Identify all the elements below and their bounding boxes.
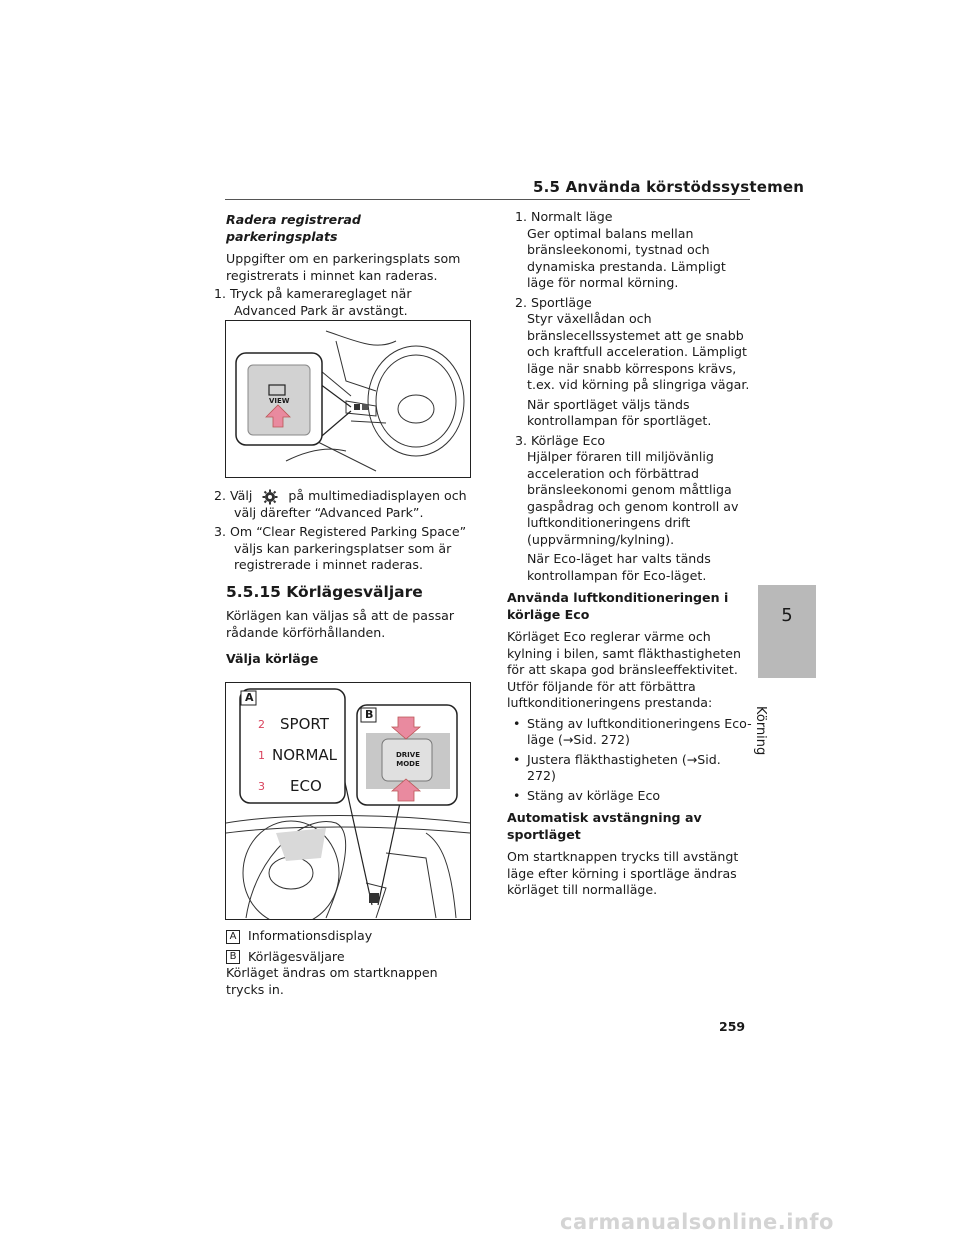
step-2 <box>214 488 476 521</box>
legend-tag-b: B <box>226 950 240 964</box>
section-intro: Körlägen kan väljas så att de passar rådande körförhållanden. <box>226 608 455 640</box>
mode-number: 2 <box>258 718 265 731</box>
choose-mode-heading: Välja körläge <box>226 651 319 666</box>
auto-off-desc: Om startknappen trycks till avstängt läge efter körning i sportläge ändras körläget till normalläge. <box>507 849 739 897</box>
auto-off-heading: Automatisk avstängning av sportläget <box>507 810 702 842</box>
gear-icon <box>262 489 278 505</box>
section-header: 5.5 Använda körstödssystemen <box>533 178 805 196</box>
list-item: • Stäng av körläge Eco <box>513 787 661 803</box>
drive-mode-line2: MODE <box>396 760 420 768</box>
ac-bullets <box>507 716 752 805</box>
figure-tag-a: A <box>245 691 254 704</box>
page-number: 259 <box>719 1019 746 1034</box>
legend-b-text: Körlägesväljare <box>248 948 345 964</box>
section-title: 5.5.15 Körlägesväljare <box>226 582 423 601</box>
mode-number: 3 <box>258 780 265 793</box>
mode-1-title: 1. Normalt läge <box>515 209 613 224</box>
step-2-pre: 2. Välj <box>214 488 253 503</box>
legend-tag-a: A <box>226 930 240 944</box>
mode-2-note: När sportläget väljs tänds kontrollampan för sportläget. <box>527 396 712 428</box>
legend-b <box>226 949 476 966</box>
mode-number: 1 <box>258 749 265 762</box>
legend-b-desc: Körläget ändras om startknappen trycks in. <box>226 965 438 997</box>
ac-heading: Använda luftkonditioneringen i körläge Eco <box>507 590 729 622</box>
mode-row-eco <box>256 779 344 810</box>
chapter-number: 5 <box>781 605 793 626</box>
left-column-top <box>214 212 476 319</box>
step-3: 3. Om “Clear Registered Parking Space” väljs kan parkeringsplatser som är registrerade i minnet raderas. <box>214 524 467 572</box>
camera-switch-figure <box>225 320 471 478</box>
step-2-post: på multimediadisplayen och välj därefter “Advanced Park”. <box>234 488 467 520</box>
list-item: • Stäng av luftkonditioneringens Eco-läge (→Sid. 272) <box>513 715 752 747</box>
mode-2-desc: Styr växellådan och bränslecellssystemet att ge snabb och kraftfull acceleration. Lämpligt läge när snabb körrespons krävs, t.ex. vid körning på slingriga vägar. <box>527 311 750 392</box>
drive-mode-figure <box>225 682 471 920</box>
list-item: • Justera fläkthastigheten (→Sid. 272) <box>513 751 721 783</box>
chapter-name-wrap <box>753 640 774 756</box>
view-button-label: VIEW <box>269 397 290 405</box>
mode-1-desc: Ger optimal balans mellan bränsleekonomi, tystnad och dynamiska prestanda. Lämpligt läge för normal körning. <box>527 225 726 290</box>
watermark: carmanualsonline.info <box>560 1210 834 1234</box>
left-column-mid <box>214 488 476 668</box>
dashboard-illustration <box>226 321 470 477</box>
mode-label: ECO <box>290 777 322 795</box>
mode-3-title: 3. Körläge Eco <box>515 432 606 448</box>
right-column <box>507 209 752 899</box>
drive-mode-line1: DRIVE <box>395 751 420 759</box>
step-1: 1. Tryck på kamerareglaget när Advanced Park är avstängt. <box>214 286 412 318</box>
mode-2-title: 2. Sportläge <box>515 294 592 310</box>
ac-desc: Körläget Eco reglerar värme och kylning i bilen, samt fläkthastigheten för att skapa god bränsleeffektivitet. Utför följande för att förbättra luftkonditioneringens prestanda: <box>507 629 741 710</box>
mode-label: NORMAL <box>272 746 338 764</box>
delete-intro: Uppgifter om en parkeringsplats som registrerats i minnet kan raderas. <box>226 251 461 283</box>
legend-a <box>226 928 476 945</box>
mode-label: SPORT <box>280 715 329 733</box>
chapter-name: Körning <box>753 706 768 756</box>
header-divider <box>225 199 750 200</box>
drive-mode-button[interactable] <box>388 751 428 769</box>
mode-row-sport <box>256 717 344 748</box>
mode-list <box>256 717 344 810</box>
mode-3-desc: Hjälper föraren till miljövänlig acceleration och förbättrad bränsleekonomi genom måttliga gaspådrag och genom kontroll av luftkonditioneringens drift (uppvärmning/kylning). <box>527 449 739 547</box>
figure-legend <box>226 928 476 998</box>
legend-a-text: Informationsdisplay <box>248 928 373 943</box>
mode-row-normal <box>256 748 344 779</box>
mode-3-note: När Eco-läget har valts tänds kontrollampan för Eco-läget. <box>527 551 711 583</box>
figure-tag-b: B <box>365 708 374 721</box>
delete-heading: Radera registrerad parkeringsplats <box>226 212 361 244</box>
